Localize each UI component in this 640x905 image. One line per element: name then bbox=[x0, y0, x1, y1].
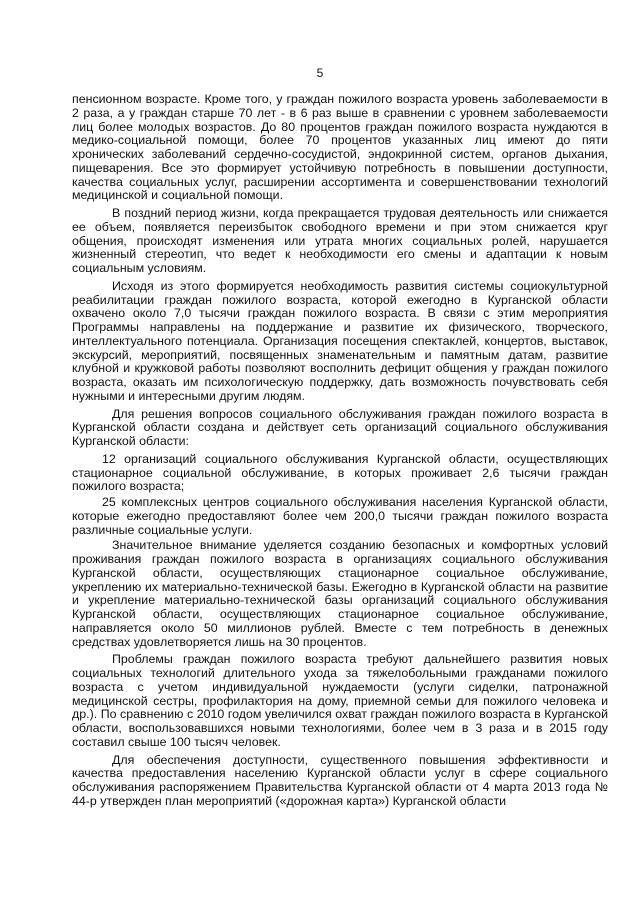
paragraph-network: Для решения вопросов социального обслуживания граждан пожилого возраста в Курганской области создана и действует сеть организаций социального обслуживания Курганской области: bbox=[72, 406, 608, 448]
paragraph-continuation: пенсионном возрасте. Кроме того, у граждан пожилого возраста уровень заболеваемости в 2 раза, а у граждан старше 70 лет - в 6 раз выше в сравнении с уровнем заболеваемости лиц более молодых возрастов. До 80 процентов граждан пожилого возраста нуждаются в медико-социальной помощи, более 70 процентов указанных лиц имеют до пяти хронических заболеваний сердечно-сосудистой, эндокринной систем, органов дыхания, пищеварения. Все это формирует устойчивую потребность в повышении доступности, качества социальных услуг, расширении ассортимента и совершенствовании технологий медицинской и социальной помощи. bbox=[72, 92, 608, 203]
list-item-inpatient-organizations: 12 организаций социального обслуживания Курганской области, осуществляющих стационарное социальной обслуживание, в которых проживает 2,6 тысячи граждан пожилого возраста; bbox=[72, 451, 608, 494]
page-number: 5 bbox=[316, 66, 324, 80]
list-item-complex-centers: 25 комплексных центров социального обслуживания населения Курганской области, которые ежегодно предоставляют более чем 200,0 тысячи граждан пожилого возраста различные социальные услуги. bbox=[72, 495, 608, 537]
paragraph-late-life: В поздний период жизни, когда прекращается трудовая деятельность или снижается ее объем, появляется переизбыток свободного времени и при этом снижается круг общения, происходят изменения или утрата многих социальных ролей, нарушается жизненный стереотип, что ведет к необходимости его смены и адаптации к новым социальным условиям. bbox=[72, 206, 608, 275]
paragraph-material-base: Значительное внимание уделяется созданию безопасных и комфортных условий проживания граждан пожилого возраста в организациях социального обслуживания Курганской области, осуществляющих стационарное социальное обслуживание, укреплению их материально-технической базы. Ежегодно в Курганской области на развитие и укрепление материально-технической базы организаций социального обслуживания Курганской области, осуществляющих стационарное социальное обслуживание, направляется около 50 миллионов рублей. Вместе с тем потребность в денежных средствах удовлетворяется лишь на 30 процентов. bbox=[72, 538, 608, 649]
paragraph-roadmap: Для обеспечения доступности, существенного повышения эффективности и качества предоставления населению Курганской области услуг в сфере социального обслуживания распоряжением Правительства Курганской области от 4 марта 2013 года № 44-р утвержден план мероприятий («дорожная карта») Курганской области bbox=[72, 752, 608, 808]
paragraph-new-technologies: Проблемы граждан пожилого возраста требуют дальнейшего развития новых социальных технологий длительного ухода за тяжелобольными гражданами пожилого возраста с учетом индивидуальной нуждаемости (услуги сиделки, патронажной медицинской сестры, профилактория на дому, приемной семьи для пожилого человека и др.). По сравнению с 2010 годом увеличился охват граждан пожилого возраста в Курганской области, воспользовавшихся новыми технологиями, более чем в 3 раза и в 2015 году составил свыше 100 тысяч человек. bbox=[72, 652, 608, 749]
paragraph-rehabilitation: Исходя из этого формируется необходимость развития системы социокультурной реабилитации граждан пожилого возраста, которой ежегодно в Курганской области охвачено около 7,0 тысячи граждан пожилого возраста. В связи с этим мероприятия Программы направлены на поддержание и развитие их физического, творческого, интеллектуального потенциала. Организация посещения спектаклей, концертов, выставок, экскурсий, мероприятий, посвященных знаменательным и памятным датам, развитие клубной и кружковой работы позволяют восполнить дефицит общения у граждан пожилого возраста, оказать им психологическую поддержку, дать возможность почувствовать себя нужными и интересными другим людям. bbox=[72, 278, 608, 403]
document-body bbox=[72, 93, 608, 813]
